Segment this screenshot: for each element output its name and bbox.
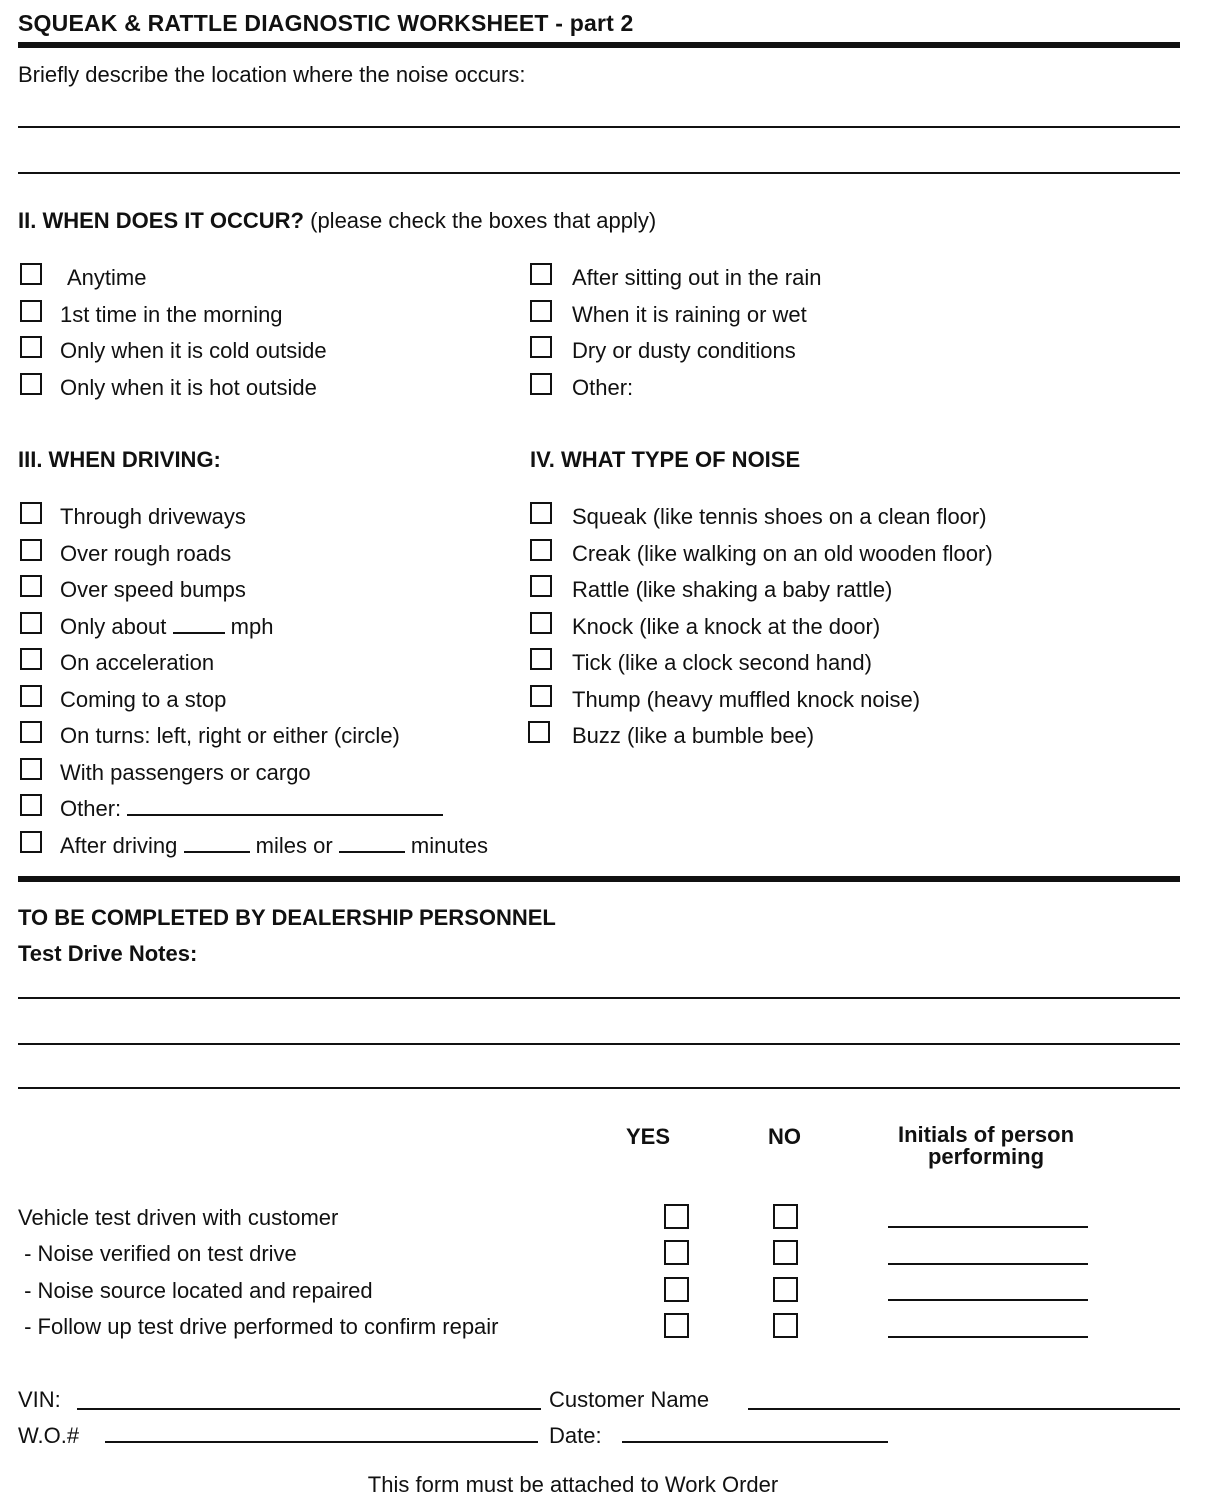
checkbox-passengers[interactable]	[20, 758, 42, 780]
label-rough-roads: Over rough roads	[60, 541, 232, 566]
checkbox-after-driving[interactable]	[20, 831, 42, 853]
location-line-2[interactable]	[18, 172, 1180, 174]
no-checkbox-noise-verified[interactable]	[773, 1240, 798, 1265]
col-initials-line-2: performing	[927, 1144, 1045, 1169]
section-when-title: II. WHEN DOES IT OCCUR?	[18, 208, 304, 233]
wo-field[interactable]	[105, 1441, 538, 1443]
label-after-driving: After driving	[60, 833, 178, 858]
checkbox-hot-outside[interactable]	[20, 373, 42, 395]
checkbox-thump[interactable]	[530, 685, 552, 707]
only-about-row	[60, 614, 273, 640]
label-raining-wet: When it is raining or wet	[572, 302, 807, 327]
label-creak: Creak (like walking on an old wooden floor)	[572, 541, 993, 566]
section-when-instructions: (please check the boxes that apply)	[310, 208, 657, 233]
checkbox-cold-outside[interactable]	[20, 336, 42, 358]
yes-checkbox-noise-verified[interactable]	[664, 1240, 689, 1265]
label-turns: On turns: left, right or either (circle)	[60, 723, 400, 748]
yes-checkbox-test-driven[interactable]	[664, 1204, 689, 1229]
checkbox-raining-wet[interactable]	[530, 300, 552, 322]
label-squeak: Squeak (like tennis shoes on a clean floor)	[572, 504, 987, 529]
label-knock: Knock (like a knock at the door)	[572, 614, 881, 639]
date-field[interactable]	[622, 1441, 888, 1443]
test-drive-notes-label: Test Drive Notes:	[18, 941, 198, 966]
checkbox-creak[interactable]	[530, 539, 552, 561]
checkbox-dry-dusty[interactable]	[530, 336, 552, 358]
customer-name-field[interactable]	[748, 1408, 1180, 1410]
checkbox-only-about[interactable]	[20, 612, 42, 634]
page-title: SQUEAK & RATTLE DIAGNOSTIC WORKSHEET - part 2	[18, 10, 634, 36]
miles-blank[interactable]	[184, 833, 250, 853]
checkbox-after-rain[interactable]	[530, 263, 552, 285]
label-only-about: Only about	[60, 614, 167, 639]
notes-line-2[interactable]	[18, 1043, 1180, 1045]
driving-other-row	[60, 796, 443, 822]
label-thump: Thump (heavy muffled knock noise)	[572, 687, 921, 712]
label-cold-outside: Only when it is cold outside	[60, 338, 327, 363]
no-checkbox-test-driven[interactable]	[773, 1204, 798, 1229]
customer-name-label: Customer Name	[549, 1387, 710, 1412]
driving-other-blank[interactable]	[127, 796, 443, 816]
checkbox-buzz[interactable]	[528, 721, 550, 743]
yes-checkbox-source-repaired[interactable]	[664, 1277, 689, 1302]
checkbox-rough-roads[interactable]	[20, 539, 42, 561]
row-label-noise-verified: - Noise verified on test drive	[18, 1241, 297, 1266]
vin-field[interactable]	[77, 1408, 541, 1410]
yes-checkbox-follow-up[interactable]	[664, 1313, 689, 1338]
checkbox-first-time-morning[interactable]	[20, 300, 42, 322]
checkbox-tick[interactable]	[530, 648, 552, 670]
col-no-header: NO	[768, 1124, 801, 1149]
title-divider	[18, 42, 1180, 48]
checkbox-knock[interactable]	[530, 612, 552, 634]
section-driving-heading: III. WHEN DRIVING:	[18, 447, 221, 472]
initials-line-source-repaired[interactable]	[888, 1299, 1088, 1301]
initials-line-follow-up[interactable]	[888, 1336, 1088, 1338]
no-checkbox-source-repaired[interactable]	[773, 1277, 798, 1302]
label-anytime: Anytime	[67, 265, 147, 290]
wo-label: W.O.#	[18, 1423, 80, 1448]
label-hot-outside: Only when it is hot outside	[60, 375, 317, 400]
mph-blank[interactable]	[173, 614, 225, 634]
label-dry-dusty: Dry or dusty conditions	[572, 338, 796, 363]
row-label-source-repaired: - Noise source located and repaired	[18, 1278, 373, 1303]
label-passengers: With passengers or cargo	[60, 760, 311, 785]
label-mph: mph	[230, 614, 274, 639]
dealer-divider	[18, 876, 1180, 882]
label-buzz: Buzz (like a bumble bee)	[572, 723, 815, 748]
checkbox-speed-bumps[interactable]	[20, 575, 42, 597]
label-minutes: minutes	[410, 833, 488, 858]
label-speed-bumps: Over speed bumps	[60, 577, 246, 602]
label-when-other: Other:	[572, 375, 634, 400]
section-when-heading	[18, 208, 656, 234]
checkbox-turns[interactable]	[20, 721, 42, 743]
location-line-1[interactable]	[18, 126, 1180, 128]
col-initials-line-1: Initials of person	[897, 1122, 1075, 1147]
section-noise-heading: IV. WHAT TYPE OF NOISE	[530, 447, 801, 472]
label-tick: Tick (like a clock second hand)	[572, 650, 872, 675]
checkbox-driveways[interactable]	[20, 502, 42, 524]
row-label-follow-up: - Follow up test drive performed to confirm repair	[18, 1314, 499, 1339]
label-miles-or: miles or	[255, 833, 333, 858]
initials-line-test-driven[interactable]	[888, 1226, 1088, 1228]
row-label-test-driven: Vehicle test driven with customer	[18, 1205, 339, 1230]
location-prompt: Briefly describe the location where the noise occurs:	[18, 62, 526, 87]
checkbox-acceleration[interactable]	[20, 648, 42, 670]
minutes-blank[interactable]	[339, 833, 405, 853]
vin-label: VIN:	[18, 1387, 61, 1412]
footer-note: This form must be attached to Work Order	[367, 1472, 779, 1497]
label-first-time-morning: 1st time in the morning	[60, 302, 283, 327]
label-rattle: Rattle (like shaking a baby rattle)	[572, 577, 893, 602]
checkbox-coming-to-stop[interactable]	[20, 685, 42, 707]
checkbox-driving-other[interactable]	[20, 794, 42, 816]
label-coming-to-stop: Coming to a stop	[60, 687, 227, 712]
label-driving-other: Other:	[60, 796, 122, 821]
after-driving-row	[60, 833, 488, 859]
date-label: Date:	[549, 1423, 602, 1448]
checkbox-when-other[interactable]	[530, 373, 552, 395]
col-yes-header: YES	[626, 1124, 671, 1149]
notes-line-3[interactable]	[18, 1087, 1180, 1089]
checkbox-rattle[interactable]	[530, 575, 552, 597]
no-checkbox-follow-up[interactable]	[773, 1313, 798, 1338]
label-driveways: Through driveways	[60, 504, 246, 529]
label-acceleration: On acceleration	[60, 650, 215, 675]
col-initials-header	[880, 1124, 1092, 1168]
initials-line-noise-verified[interactable]	[888, 1263, 1088, 1265]
dealer-heading: TO BE COMPLETED BY DEALERSHIP PERSONNEL	[18, 905, 556, 930]
checkbox-squeak[interactable]	[530, 502, 552, 524]
notes-line-1[interactable]	[18, 997, 1180, 999]
checkbox-anytime[interactable]	[20, 263, 42, 285]
label-after-rain: After sitting out in the rain	[572, 265, 822, 290]
